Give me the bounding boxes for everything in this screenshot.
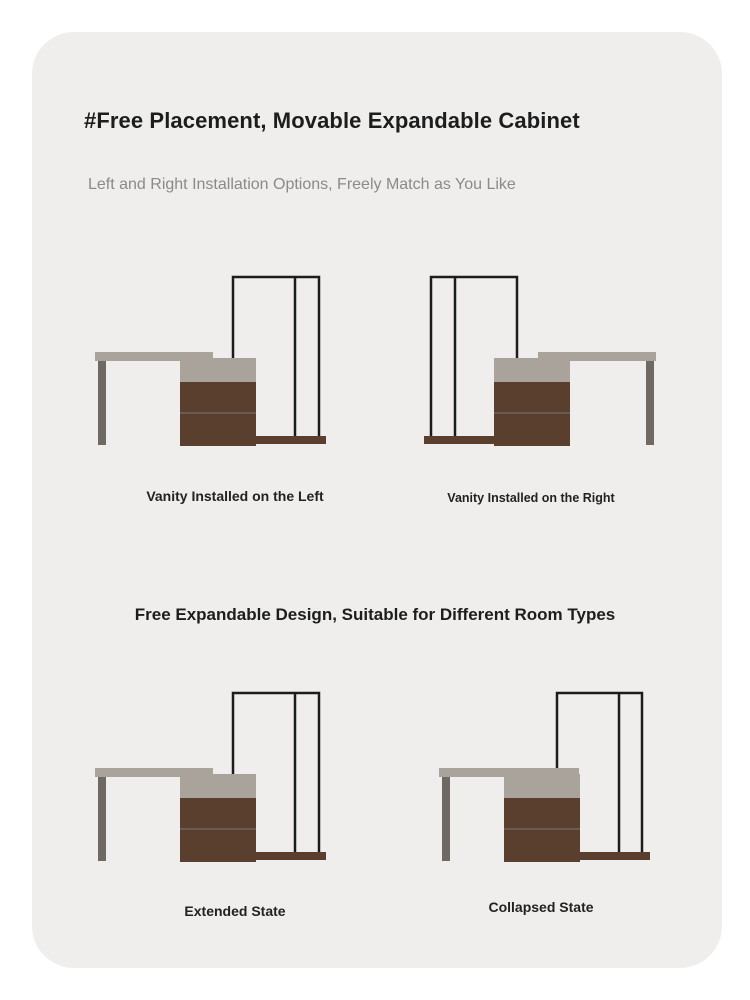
caption-extended-state: Extended State: [184, 903, 286, 919]
cabinet-illustration-right-install: [418, 268, 664, 456]
caption-left-install: Vanity Installed on the Left: [146, 488, 324, 504]
caption-collapsed-state: Collapsed State: [488, 899, 594, 915]
page-title: #Free Placement, Movable Expandable Cabinet: [84, 108, 580, 133]
section-heading-expandable: Free Expandable Design, Suitable for Different Room Types: [134, 605, 616, 624]
cabinet-illustration-collapsed: [432, 684, 662, 872]
page-subtitle: Left and Right Installation Options, Freely Match as You Like: [88, 176, 516, 193]
caption-right-install: Vanity Installed on the Right: [447, 491, 615, 505]
cabinet-illustration-left-install: [88, 268, 334, 456]
cabinet-illustration-extended: [88, 684, 334, 872]
